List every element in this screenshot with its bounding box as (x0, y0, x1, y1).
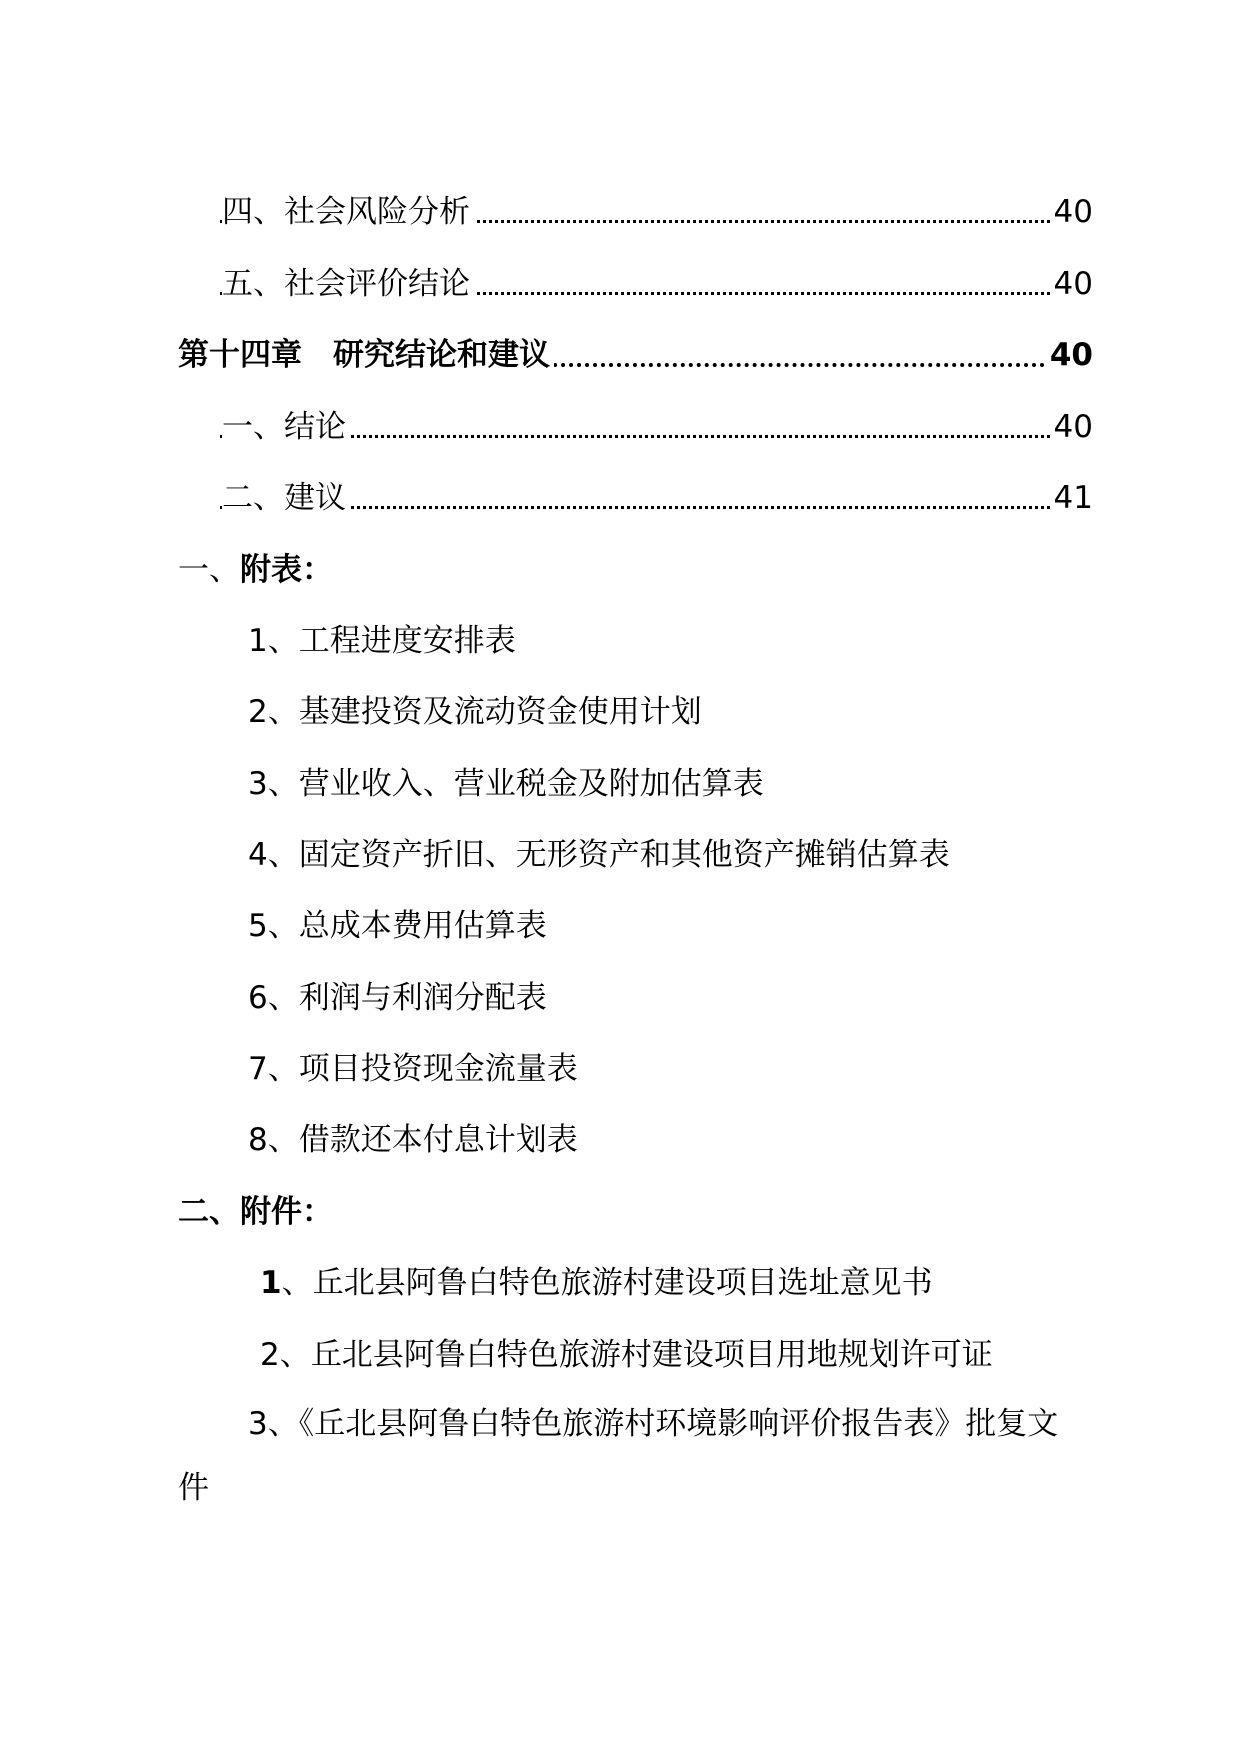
attachment-item-number: 1 (260, 1265, 282, 1301)
schedule-item: 4、固定资产折旧、无形资产和其他资产摊销估算表 (248, 837, 950, 873)
attachments-heading-title: 附件： (240, 1194, 333, 1230)
schedule-item: 3、营业收入、营业税金及附加估算表 (248, 766, 764, 802)
schedule-item: 6、利润与利润分配表 (248, 980, 547, 1016)
attachments-heading (178, 1190, 333, 1234)
toc-chapter-label: 第十四章 研究结论和建议 (178, 333, 554, 377)
toc-entry[interactable] (0, 262, 1241, 306)
schedule-item: 1、工程进度安排表 (248, 623, 516, 659)
toc-entry-label: 五、社会评价结论 (222, 262, 474, 306)
toc-entry-label: 一、结论 (222, 405, 350, 449)
toc-entry-label: 二、建议 (222, 476, 350, 520)
schedule-item: 8、借款还本付息计划表 (248, 1122, 578, 1158)
schedules-heading-prefix: 一、 (178, 552, 240, 588)
schedule-item: 2、基建投资及流动资金使用计划 (248, 694, 702, 730)
toc-chapter-entry[interactable] (0, 333, 1241, 377)
attachment-item: 2、丘北县阿鲁白特色旅游村建设项目用地规划许可证 (260, 1337, 993, 1373)
toc-entry-page: 41 (1052, 476, 1093, 520)
schedule-item: 5、总成本费用估算表 (248, 908, 547, 944)
toc-entry-page: 40 (1052, 405, 1093, 449)
attachment-item (260, 1261, 933, 1305)
toc-entry[interactable] (0, 190, 1241, 234)
toc-entry-page: 40 (1052, 262, 1093, 306)
schedule-item: 7、项目投资现金流量表 (248, 1051, 578, 1087)
toc-entry[interactable] (0, 476, 1241, 520)
toc-chapter-page: 40 (1048, 333, 1093, 377)
attachments-heading-prefix: 二、 (178, 1194, 240, 1230)
schedules-heading-title: 附表： (240, 552, 333, 588)
toc-entry-label: 四、社会风险分析 (222, 190, 474, 234)
schedules-heading (178, 548, 333, 592)
toc-entry-page: 40 (1052, 190, 1093, 234)
toc-entry[interactable] (0, 405, 1241, 449)
attachment-item: 3、《丘北县阿鲁白特色旅游村环境影响评价报告表》批复文件 (178, 1406, 1059, 1506)
attachment-item-text: 、丘北县阿鲁白特色旅游村建设项目选址意见书 (281, 1265, 933, 1301)
